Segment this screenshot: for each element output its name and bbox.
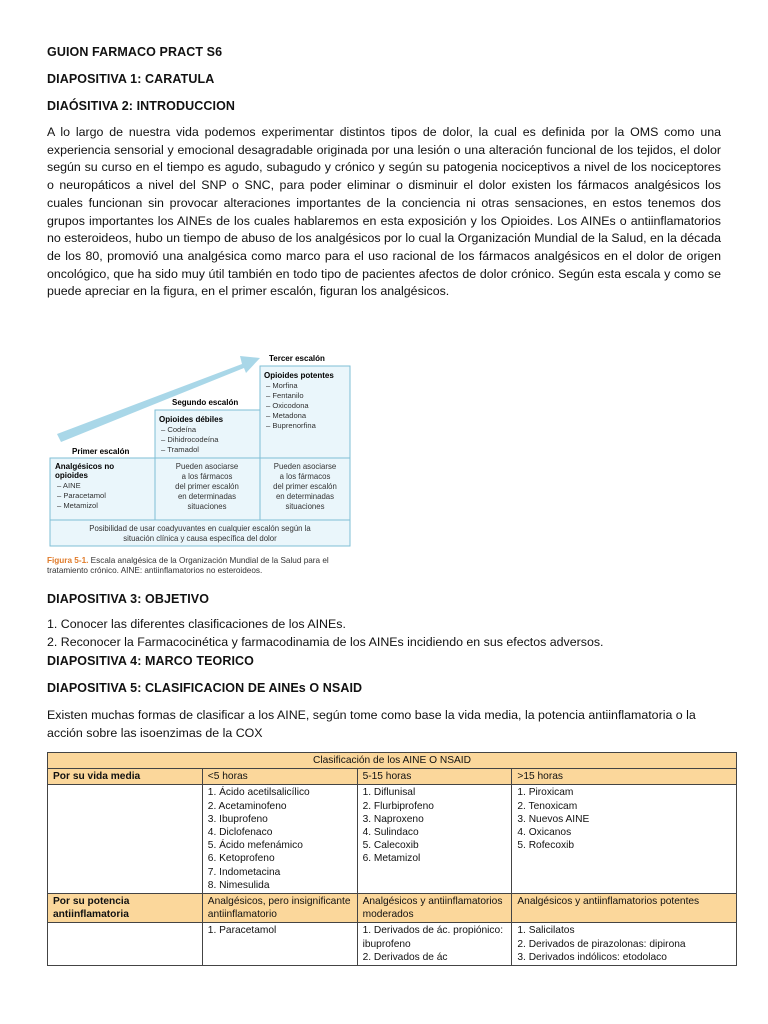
opioides-debiles-label: Opioides débiles <box>159 415 224 424</box>
list-gt15: 1. Piroxicam 2. Tenoxicam 3. Nuevos AINE 4. Oxicanos 5. Rofecoxib <box>512 785 737 894</box>
drug-metamizol: – Metamizol <box>57 501 98 510</box>
table-title: Clasificación de los AINE O NSAID <box>48 753 737 769</box>
heading-diapositiva-5: DIAPOSITIVA 5: CLASIFICACION DE AINEs O NSAID <box>47 681 363 695</box>
svg-text:Posibilidad de usar coadyuvant: Posibilidad de usar coadyuvantes en cualquier escalón según la <box>89 524 311 533</box>
drug-aine: – AINE <box>57 481 81 490</box>
svg-text:del primer escalón: del primer escalón <box>175 482 239 491</box>
heading-diapositiva-4: DIAPOSITIVA 4: MARCO TEORICO <box>47 654 254 668</box>
potencia-alta: Analgésicos y antiinflamatorios potentes <box>512 894 737 923</box>
header-5-15: 5-15 horas <box>357 769 512 785</box>
row-label-potencia: Por su potencia antiinflamatoria <box>48 894 203 923</box>
figure-caption <box>47 556 357 576</box>
svg-text:situaciones: situaciones <box>285 502 325 511</box>
heading-diapositiva-2: DIAÓSITIVA 2: INTRODUCCION <box>47 99 236 113</box>
objetivo-2: 2. Reconocer la Farmacocinética y farmacodinamia de los AINEs incidiendo en sus efectos adversos. <box>47 635 604 649</box>
list-5-15: 1. Diflunisal 2. Flurbiprofeno 3. Naproxeno 4. Sulindaco 5. Calecoxib 6. Metamizol <box>357 785 512 894</box>
svg-text:Pueden asociarse: Pueden asociarse <box>175 462 239 471</box>
tercer-label: Tercer escalón <box>269 354 325 363</box>
clasificacion-table <box>47 752 737 966</box>
drug-tramadol: – Tramadol <box>161 445 199 454</box>
svg-text:a los fármacos: a los fármacos <box>279 472 331 481</box>
drug-oxicodona: – Oxicodona <box>266 401 309 410</box>
svg-text:Pueden asociarse: Pueden asociarse <box>273 462 337 471</box>
doc-title: GUION FARMACO PRACT S6 <box>47 45 223 59</box>
table-title-row <box>48 753 737 769</box>
svg-text:en determinadas: en determinadas <box>177 492 237 501</box>
potencia-baja: Analgésicos, pero insignificante antiinflamatorio <box>202 894 357 923</box>
analgesic-ladder-figure <box>47 348 352 580</box>
primer-label: Primer escalón <box>72 447 130 456</box>
caption-text: Escala analgésica de la Organización Mundial de la Salud para el tratamiento crónico. AINE: antiinflamatorios no esteroideos. <box>47 556 329 575</box>
drug-dihidrocodeina: – Dihidrocodeína <box>161 435 219 444</box>
table-row <box>48 769 737 785</box>
segundo-label: Segundo escalón <box>172 398 239 407</box>
intro-paragraph: A lo largo de nuestra vida podemos experimentar distintos tipos de dolor, la cual es definida por la OMS como una experiencia sensorial y emocional desagradable originada por una lesión o una alteración funcional de los tejidos, el dolor según su curso en el tiempo es agudo, subagudo y crónico y según su patogenia nociceptivos a nivel de los nociceptores o neuropáticos a nivel del SNP o SNC, para poder eliminar o disminuir el dolor existen los fármacos analgésicos los cuales funcionan sin provocar alteraciones importantes de la conciencia ni otras sensaciones, en estos tenemos dos grupos importantes los AINEs de los cuales hablaremos en esta exposición y los Opioides. Los AINEs o antiinflamatorios no esteroideos, hubo un tiempo de abuso de los analgésicos por lo cual la Organización Mundial de la Salud, en la década de los 80, promovió una analgésica como marco para el uso racional de los fármacos analgésicos en el dolor de origen oncológico, que ha sido muy útil también en todo tipo de pacientes afectos de dolor crónico. Según esta escala y como se puede apreciar en la figura, en el primer escalón, figuran los analgésicos. <box>47 125 721 299</box>
table-row: 1. Paracetamol 1. Derivados de ác. propiónico: ibuprofeno 2. Derivados de ác 1. Salicilatos 2. Derivados de pirazolonas: dipirona 3. Derivados indólicos: etodolaco <box>48 923 737 966</box>
objetivo-1: 1. Conocer las diferentes clasificaciones de los AINEs. <box>47 617 346 631</box>
header-gt15: >15 horas <box>512 769 737 785</box>
svg-text:a los fármacos: a los fármacos <box>181 472 233 481</box>
drug-paracetamol: – Paracetamol <box>57 491 106 500</box>
clasificacion-intro: Existen muchas formas de clasificar a los AINE, según tome como base la vida media, la potencia antiinflamatoria o la acción sobre las isoenzimas de la COX <box>47 708 696 740</box>
opioides-label: opioides <box>55 471 88 480</box>
svg-text:situación clínica y causa espe: situación clínica y causa específica del dolor <box>123 534 277 543</box>
svg-text:en determinadas: en determinadas <box>275 492 335 501</box>
heading-diapositiva-3: DIAPOSITIVA 3: OBJETIVO <box>47 592 210 606</box>
drug-fentanilo: – Fentanilo <box>266 391 304 400</box>
potencia-moderada: Analgésicos y antiinflamatorios moderados <box>357 894 512 923</box>
drug-metadona: – Metadona <box>266 411 307 420</box>
table-row <box>48 894 737 923</box>
drug-buprenorfina: – Buprenorfina <box>266 421 316 430</box>
caption-label: Figura 5-1. <box>47 556 89 565</box>
drug-codeina: – Codeína <box>161 425 197 434</box>
svg-text:situaciones: situaciones <box>187 502 227 511</box>
list-lt5: 1. Ácido acetilsalicílico 2. Acetaminofeno 3. Ibuprofeno 4. Diclofenaco 5. Ácido mefenámico 6. Ketoprofeno 7. Indometacina 8. Nimesulida <box>202 785 357 894</box>
header-lt5: <5 horas <box>202 769 357 785</box>
heading-diapositiva-1: DIAPOSITIVA 1: CARATULA <box>47 72 215 86</box>
analgesicos-no-label: Analgésicos no <box>55 462 115 471</box>
opioides-potentes-label: Opioides potentes <box>264 371 334 380</box>
svg-text:del primer escalón: del primer escalón <box>273 482 337 491</box>
drug-morfina: – Morfina <box>266 381 298 390</box>
row-label-vida-media: Por su vida media <box>48 769 203 785</box>
ladder-diagram <box>47 348 352 580</box>
table-row <box>48 785 737 894</box>
